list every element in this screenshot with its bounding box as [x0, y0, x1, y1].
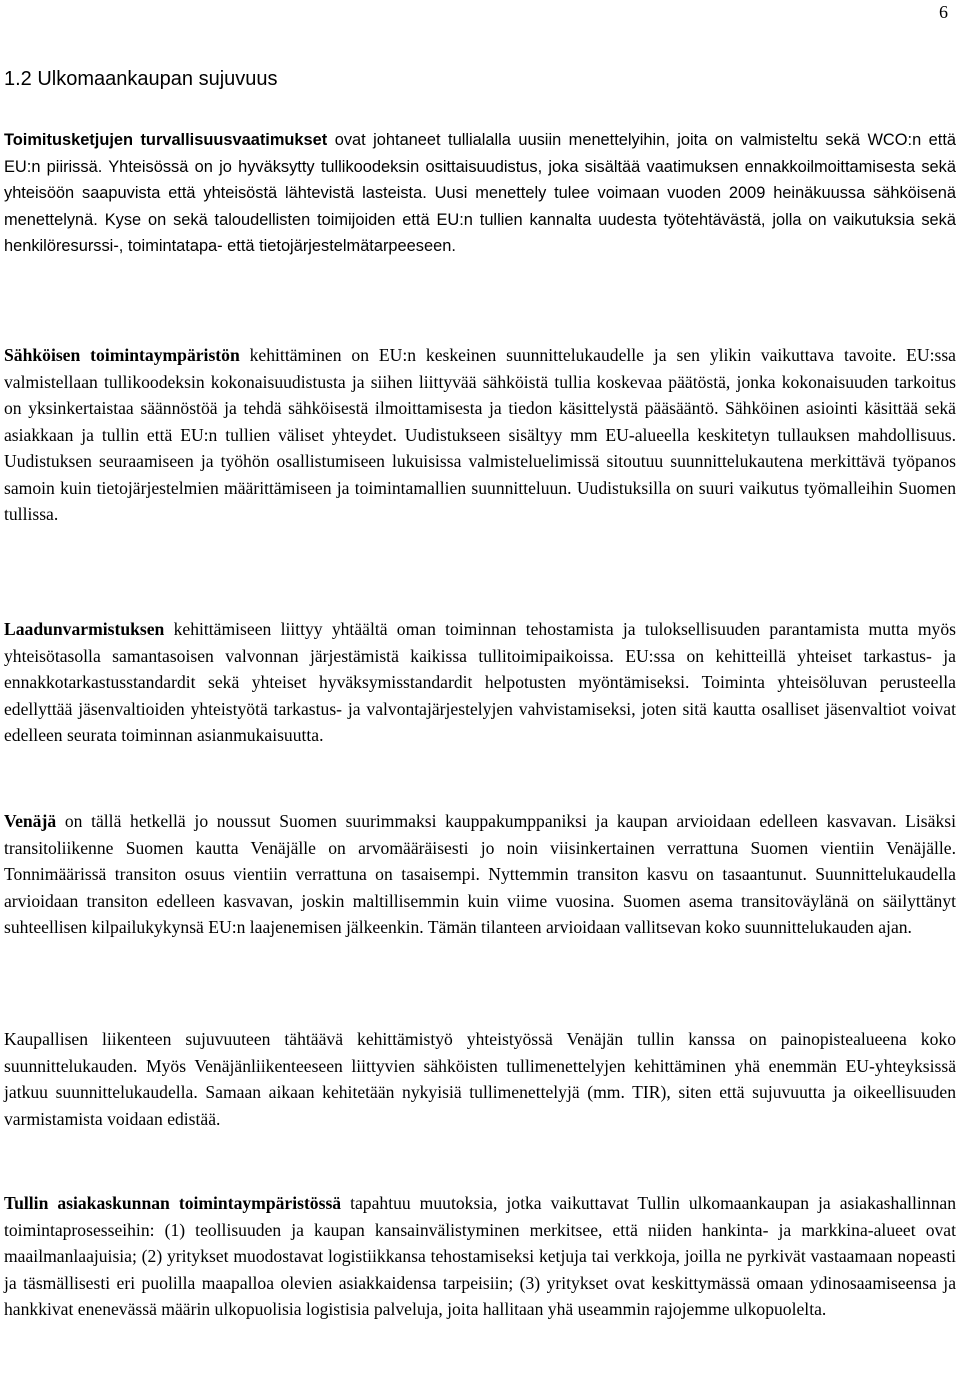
section-heading: 1.2 Ulkomaankaupan sujuvuus [4, 68, 278, 90]
paragraph-quality-assurance [4, 616, 956, 749]
paragraph-lead-term: Toimitusketjujen turvallisuusvaatimukset [4, 131, 328, 149]
paragraph-body: kehittämiseen liittyy yhtäältä oman toiminnan tehostamista ja tuloksellisuuden parantamista mutta myös yhteisötasolla samantasoisen valvonnan järjestämistä kaikissa tullitoimipaikoissa. EU:ssa on kehitteillä yhteiset tarkastus- ja ennakkotarkastusstandardit sekä yhteiset hyväksymisstandardit helpotusten myöntämiseksi. Toiminta yhteisöluvan perusteella edellyttää jäsenvaltioiden yhteistyötä tarkastus- ja valvontajärjestelyjen vahvistamiseksi, joten sitä kautta osalliset jäsenvaltiot voivat edelleen seurata toiminnan asianmukaisuutta. [4, 619, 956, 745]
paragraph-body: tapahtuu muutoksia, jotka vaikuttavat Tullin ulkomaankaupan ja asiakashallinnan toimintaprosesseihin: (1) teollisuuden ja kaupan kansainvälistyminen merkitsee, että niiden hankinta- ja markkina-alueet ovat maailmanlaajuisia; (2) yritykset muodostavat logistiikkansa tehostamiseksi ketjuja tai verkkoja, joilla ne pyrkivät vastaamaan nopeasti ja täsmällisesti eri puolilla maapalloa olevien asiakkaidensa tarpeisiin; (3) yritykset ovat keskittymässä omaan ydinosaamiseensa ja hankkivat enenevässä määrin ulkopuolisia logistisia palveluja, joita hallitaan yhä useammin rajojemme ulkopuolelta. [4, 1193, 956, 1319]
paragraph-lead-term: Venäjä [4, 811, 57, 831]
paragraph-russia [4, 808, 956, 941]
paragraph-lead-term: Sähköisen toimintaympäristön [4, 345, 240, 365]
paragraph-body: ovat johtaneet tullialalla uusiin menettelyihin, joita on valmisteltu sekä WCO:n että EU:n piirissä. Yhteisössä on jo hyväksytty tullikoodeksin osittaisuudistus, joka sisältää vaatimuksen ennakkoilmoittamisesta sekä yhteisöön saapuvista että yhteisöstä lähtevistä lasteista. Uusi menettely tulee voimaan vuoden 2009 heinäkuussa sähköisenä menettelynä. Kyse on sekä taloudellisten toimijoiden että EU:n tullien kannalta uudesta työtehtävästä, jolla on vaikutuksia sekä henkilöresurssi-, toimintatapa- että tietojärjestelmätarpeeseen. [4, 131, 956, 255]
paragraph-body: kehittäminen on EU:n keskeinen suunnittelukaudelle ja sen ylikin vaikuttava tavoite. EU:ssa valmistellaan tullikoodeksin kokonaisuudistusta ja siihen liittyvää sähköistä tullia koskevaa päätöstä, jonka kokonaisuuden tarkoitus on yksinkertaistaa säännöstöä ja tehdä sähköisestä ilmoittamisesta ja tiedon käsittelystä pääsääntö. Sähköinen asiointi käsittää sekä asiakkaan ja tullin että EU:n tullien väliset yhteydet. Uudistukseen sisältyy mm EU-alueella keskitetyn tullauksen mahdollisuus. Uudistuksen seuraamiseen ja työhön osallistumiseen lukuisissa valmisteluelimissä sitoutuu suunnittelukautena merkittävä työpanos samoin kuin tietojärjestelmien määrittämiseen ja toimintamallien suunnitteluun. Uudistuksilla on suuri vaikutus työmalleihin Suomen tullissa. [4, 345, 956, 524]
paragraph-body: Kaupallisen liikenteen sujuvuuteen tähtäävä kehittämistyö yhteistyössä Venäjän tullin kanssa on painopistealueena koko suunnittelukauden. Myös Venäjänliikenteeseen liittyvien sähköisten tullimenettelyjen kehittäminen yhä enemmän EU-yhteyksissä jatkuu suunnittelukaudella. Samaan aikaan kehitetään nykyisiä tullimenettelyjä (mm. TIR), siten että sujuvuutta ja oikeellisuuden varmistamista voidaan edistää. [4, 1029, 956, 1129]
paragraph-supply-chain-security [4, 127, 956, 260]
page-number: 6 [939, 2, 948, 22]
paragraph-customer-environment [4, 1190, 956, 1323]
paragraph-body: on tällä hetkellä jo noussut Suomen suurimmaksi kauppakumppaniksi ja kaupan arvioidaan edelleen kasvavan. Lisäksi transitoliikenne Suomen kautta Venäjälle on arvomääräisesti jo noin viisinkertainen verrattuna Suomen vientiin Venäjälle. Tonnimäärissä transiton osuus vientiin verrattuna on tasaisempi. Nyttemmin transiton kasvu on tasaantunut. Suunnittelukaudella arvioidaan transiton edelleen kasvavan, joskin maltillisemmin kuin viime vuosina. Suomen asema transitoväylänä on säilyttänyt suhteellisen kilpailukykynsä EU:n laajenemisen jälkeenkin. Tämän tilanteen arvioidaan vallitsevan koko suunnittelukauden ajan. [4, 811, 956, 937]
paragraph-commercial-traffic [4, 1026, 956, 1132]
paragraph-lead-term: Tullin asiakaskunnan toimintaympäristössä [4, 1193, 342, 1213]
paragraph-electronic-environment [4, 342, 956, 528]
paragraph-lead-term: Laadunvarmistuksen [4, 619, 165, 639]
